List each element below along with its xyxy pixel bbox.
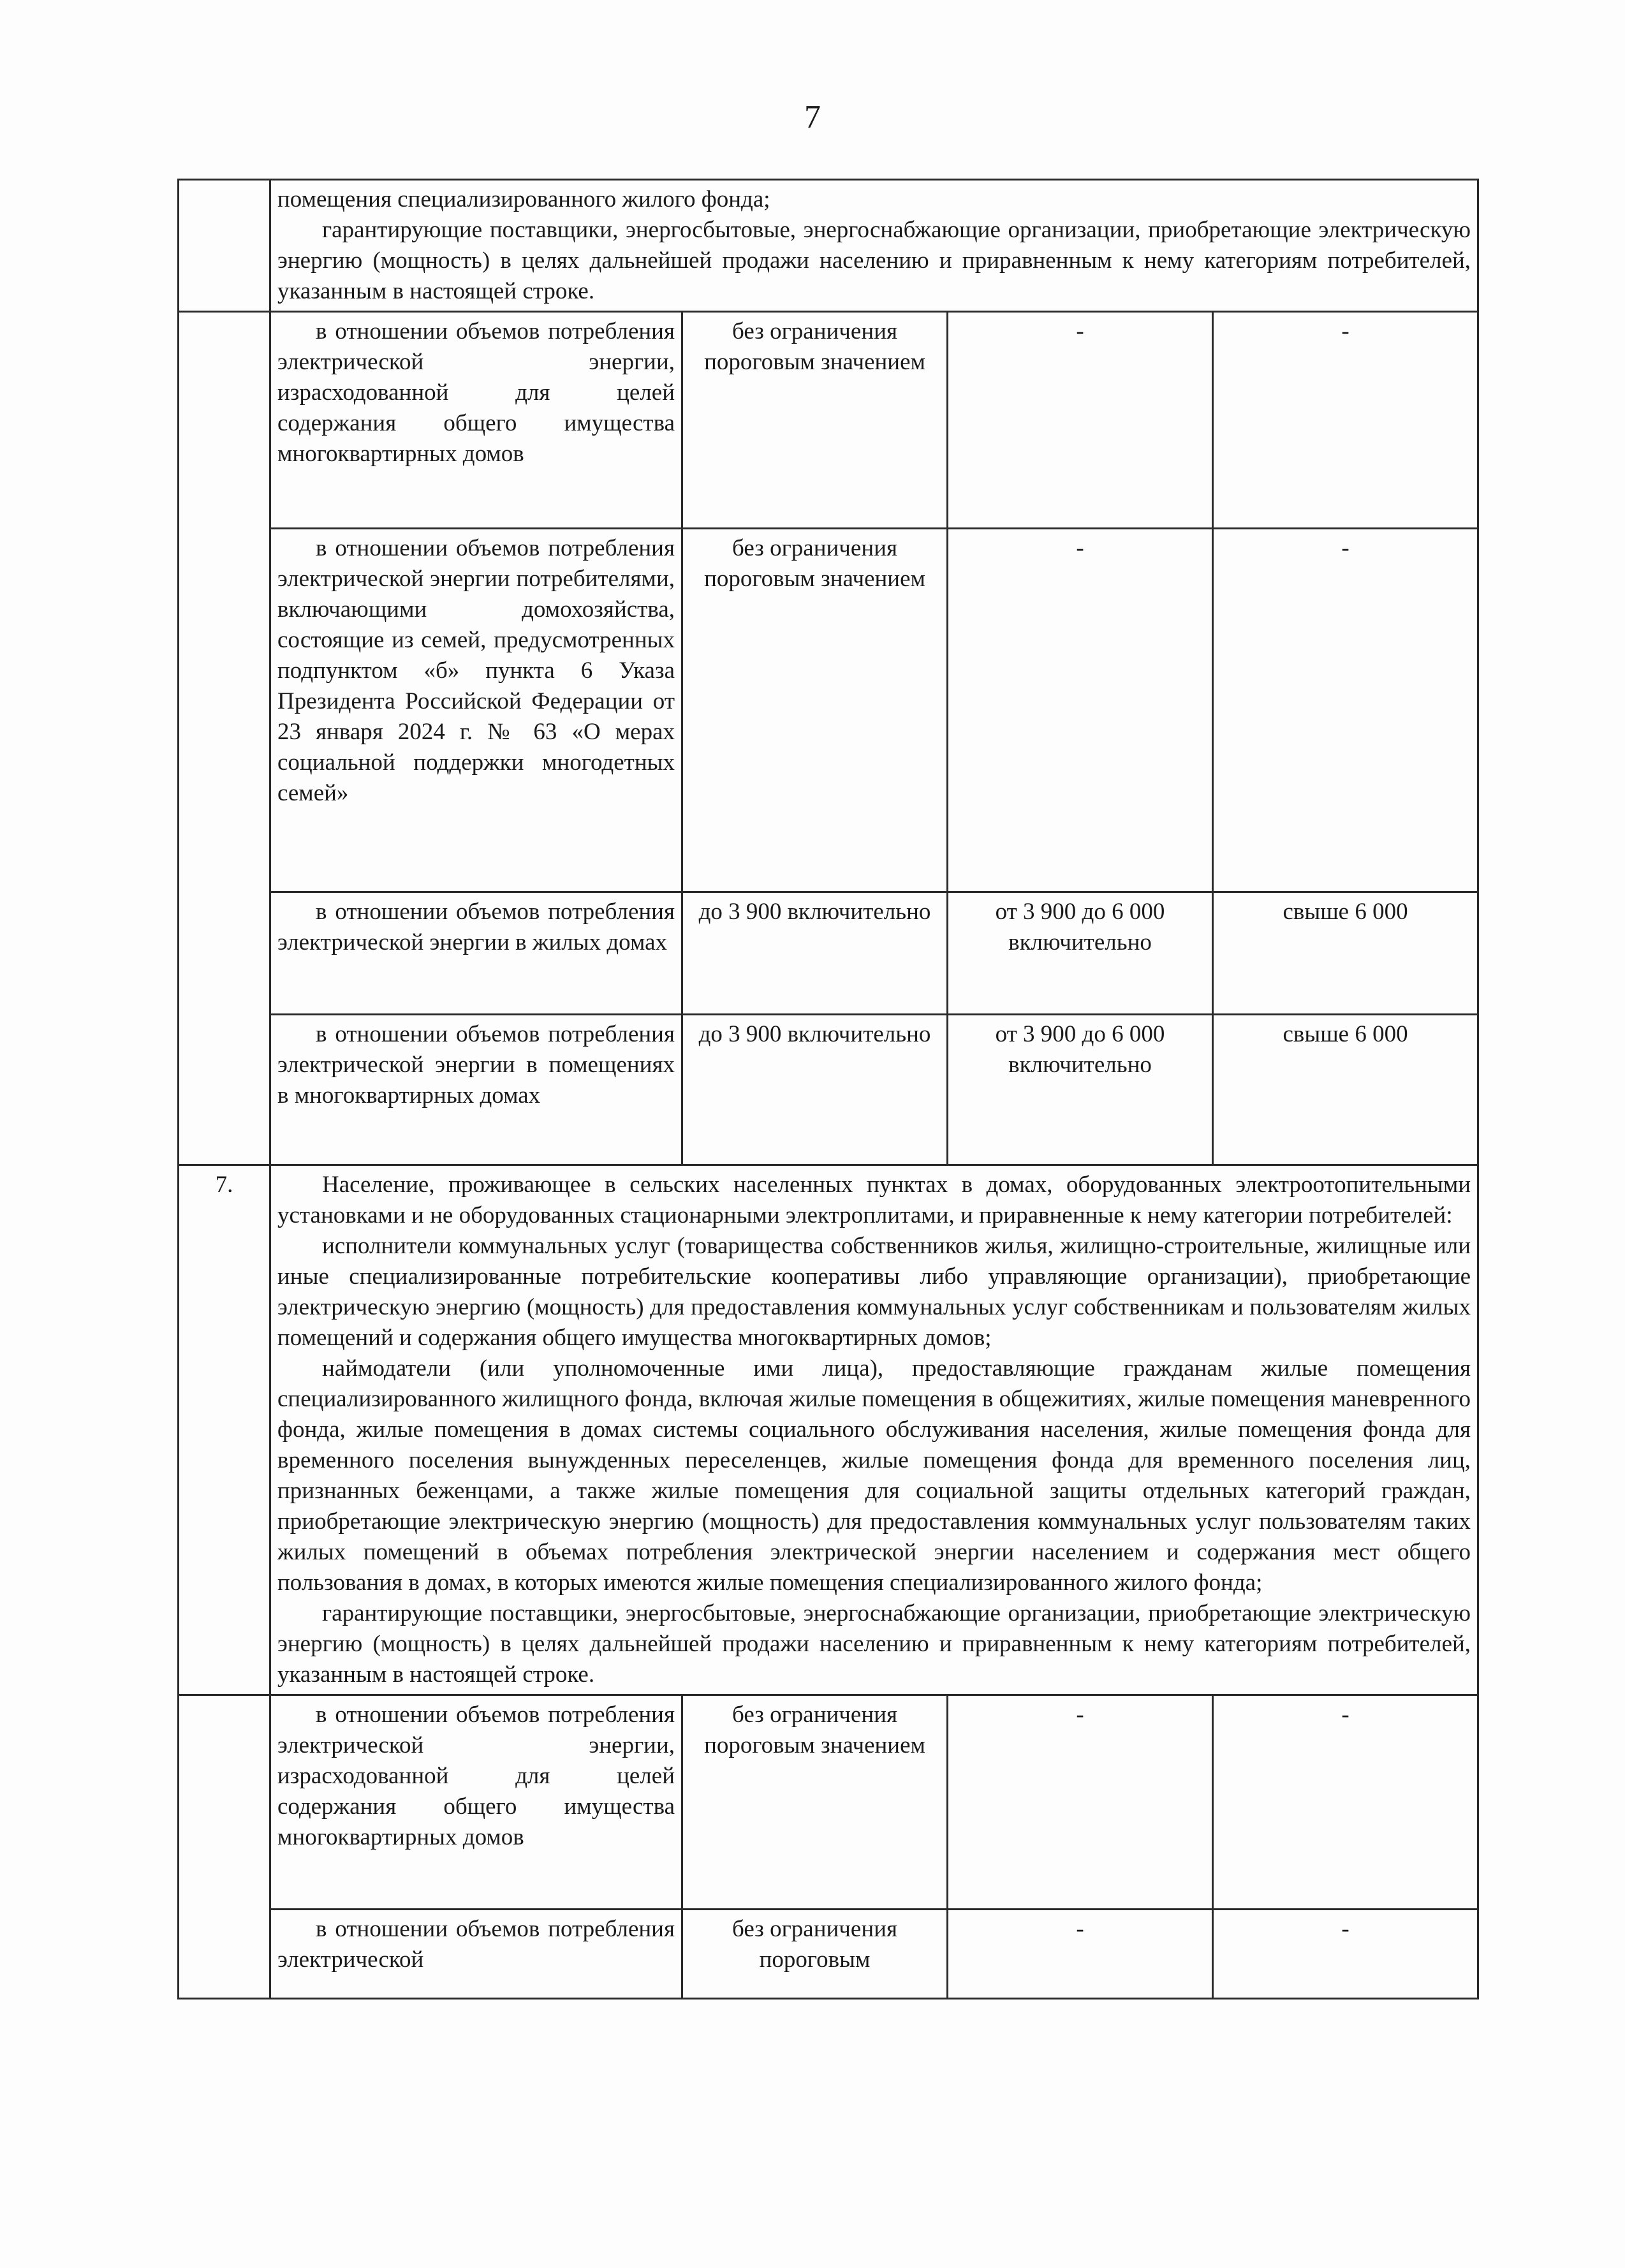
table-row bbox=[179, 1910, 1478, 1999]
range3-cell: - bbox=[1213, 529, 1478, 892]
description-paragraph: наймодатели (или уполномоченные ими лица), предоставляющие гражданам жилые помещения специализированного жилищного фонда, включая жилые помещения в общежитиях, жилые помещения маневренного фонда, жилые помещения в домах системы социального обслуживания населения, жилые помещения фонда для временного поселения вынужденных переселенцев, жилые помещения фонда для временного поселения лиц, признанных беженцами, а также жилые помещения для социальной защиты отдельных категорий граждан, приобретающие электрическую энергию (мощность) для предоставления коммунальных услуг пользователям таких жилых помещений в объемах потребления электрической энергии населением и содержания мест общего пользования в домах, в которых имеются жилые помещения специализированного жилого фонда; bbox=[277, 1355, 1471, 1596]
description-cell bbox=[270, 1165, 1478, 1695]
category-cell bbox=[270, 892, 682, 1015]
range2-cell: от 3 900 до 6 000 включительно bbox=[948, 892, 1213, 1015]
range3-cell: - bbox=[1213, 1695, 1478, 1910]
category-cell bbox=[270, 529, 682, 892]
table-row bbox=[179, 529, 1478, 892]
category-text: в отношении объемов потребления электрической энергии потребителями, включающими домохозяйства, состоящие из семей, предусмотренных подпунктом «б» пункта 6 Указа Президента Российской Федерации от 23 января 2024 г. № 63 «О мерах социальной поддержки многодетных семей» bbox=[277, 535, 675, 806]
page-number: 7 bbox=[804, 99, 821, 135]
table-row bbox=[179, 1695, 1478, 1910]
tariff-table bbox=[177, 179, 1479, 1999]
row-number-cell: 7. bbox=[179, 1165, 270, 1695]
description-paragraph: помещения специализированного жилого фонда; bbox=[277, 186, 770, 212]
range3-cell: - bbox=[1213, 312, 1478, 529]
description-paragraph: исполнители коммунальных услуг (товарищества собственников жилья, жилищно-строительные, жилищные или иные специализированные потребительские кооперативы либо управляющие организации), приобретающие электрическую энергию (мощность) для предоставления коммунальных услуг собственникам и пользователям жилых помещений и содержания общего имущества многоквартирных домов; bbox=[277, 1233, 1471, 1351]
range2-cell: - bbox=[948, 312, 1213, 529]
description-paragraph: Население, проживающее в сельских населенных пунктах в домах, оборудованных электроотопительными установками и не оборудованных стационарными электроплитами, и приравненные к нему категории потребителей: bbox=[277, 1172, 1471, 1228]
description-cell bbox=[270, 180, 1478, 312]
row-number-cell bbox=[179, 312, 270, 1165]
category-text: в отношении объемов потребления электрической энергии в жилых домах bbox=[277, 899, 675, 955]
range1-cell: до 3 900 включительно bbox=[682, 1015, 948, 1165]
range2-cell: от 3 900 до 6 000 включительно bbox=[948, 1015, 1213, 1165]
category-cell bbox=[270, 1910, 682, 1999]
table-row bbox=[179, 892, 1478, 1015]
range1-cell: без ограничения пороговым значением bbox=[682, 529, 948, 892]
item7-description-row bbox=[179, 1165, 1478, 1695]
range1-cell: без ограничения пороговым bbox=[682, 1910, 948, 1999]
category-text: в отношении объемов потребления электрической энергии, израсходованной для целей содержания общего имущества многоквартирных домов bbox=[277, 1702, 675, 1850]
range2-cell: - bbox=[948, 1695, 1213, 1910]
row-number-cell bbox=[179, 180, 270, 312]
range2-cell: - bbox=[948, 529, 1213, 892]
description-paragraph: гарантирующие поставщики, энергосбытовые, энергоснабжающие организации, приобретающие электрическую энергию (мощность) в целях дальнейшей продажи населению и приравненным к нему категориям потребителей, указанным в настоящей строке. bbox=[277, 1600, 1471, 1688]
category-cell bbox=[270, 312, 682, 529]
category-text: в отношении объемов потребления электрической bbox=[277, 1916, 675, 1973]
continuation-description-row bbox=[179, 180, 1478, 312]
table-row bbox=[179, 1015, 1478, 1165]
range1-cell: без ограничения пороговым значением bbox=[682, 1695, 948, 1910]
table-row bbox=[179, 312, 1478, 529]
description-paragraph: гарантирующие поставщики, энергосбытовые, энергоснабжающие организации, приобретающие электрическую энергию (мощность) в целях дальнейшей продажи населению и приравненным к нему категориям потребителей, указанным в настоящей строке. bbox=[277, 217, 1471, 304]
row-number-cell bbox=[179, 1695, 270, 1999]
range3-cell: свыше 6 000 bbox=[1213, 892, 1478, 1015]
range2-cell: - bbox=[948, 1910, 1213, 1999]
category-text: в отношении объемов потребления электрической энергии, израсходованной для целей содержания общего имущества многоквартирных домов bbox=[277, 318, 675, 467]
category-text: в отношении объемов потребления электрической энергии в помещениях в многоквартирных домах bbox=[277, 1021, 675, 1108]
range1-cell: без ограничения пороговым значением bbox=[682, 312, 948, 529]
range3-cell: - bbox=[1213, 1910, 1478, 1999]
category-cell bbox=[270, 1695, 682, 1910]
range1-cell: до 3 900 включительно bbox=[682, 892, 948, 1015]
range3-cell: свыше 6 000 bbox=[1213, 1015, 1478, 1165]
category-cell bbox=[270, 1015, 682, 1165]
